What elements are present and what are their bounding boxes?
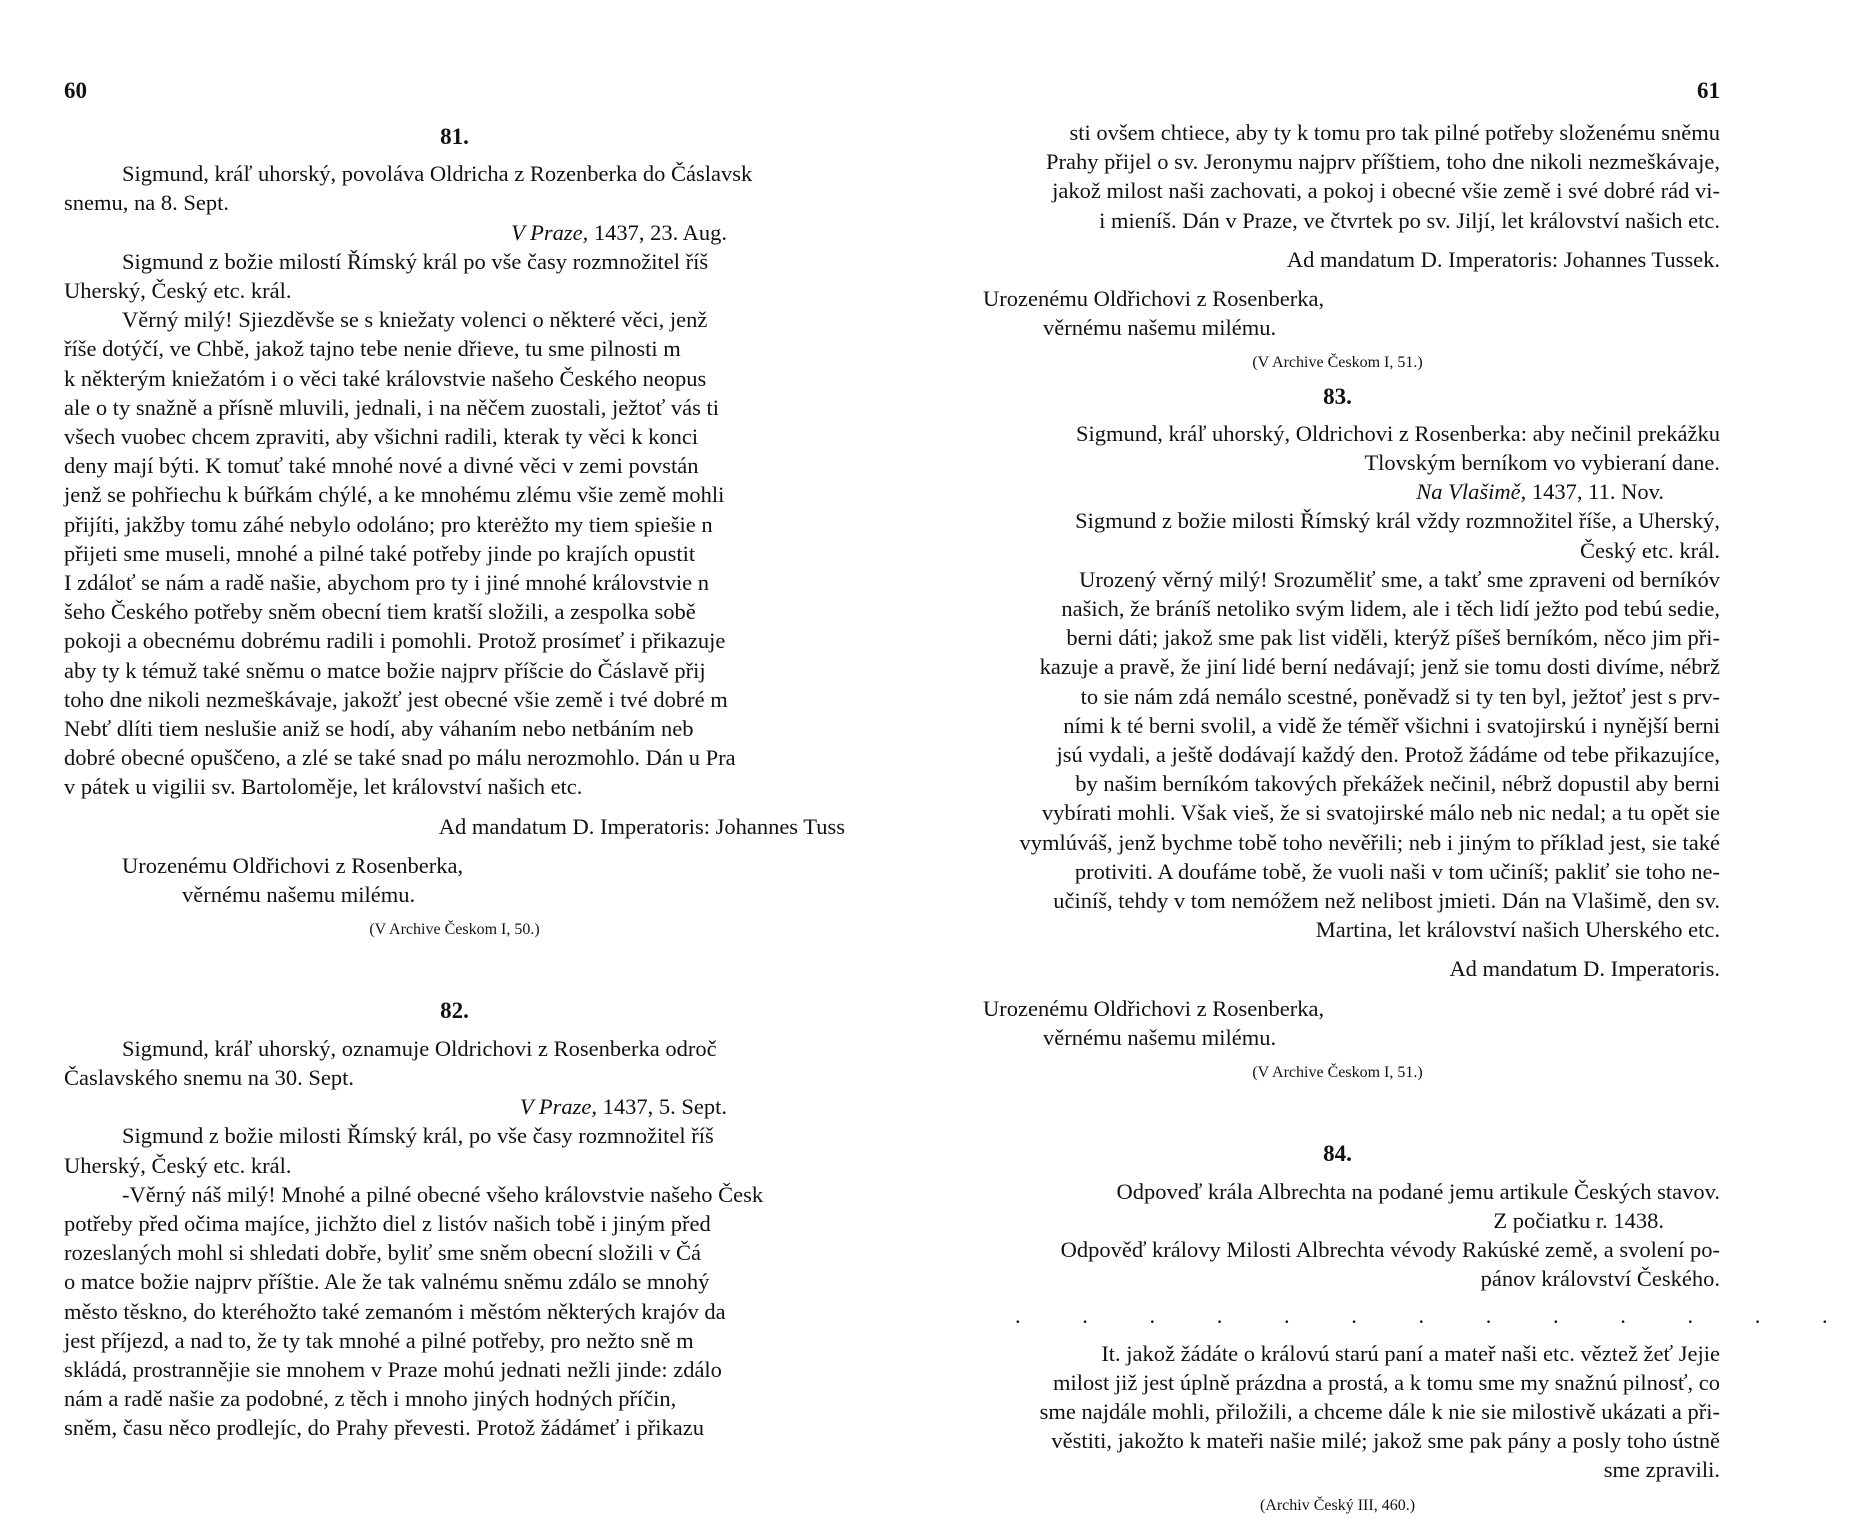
right-page [955,0,1856,1514]
document-84 [955,1139,1856,1519]
ellipsis-dots: . . . . . . . . . . . . . [1015,1303,1856,1329]
body-line: It. jakož žádáte o královú starú paní a mateř naši etc. věztež žeť Jejie [1101,1340,1720,1366]
body-line: nám a radě našie za podobné, z těch i mnoho jiných hodných příčin, [64,1386,677,1412]
mandate: Ad mandatum D. Imperatoris: Johannes Tussek. [1286,246,1720,272]
document-number: 83. [1323,383,1352,409]
body-line: Urozený věrný milý! Srozuměliť sme, a takť sme zpraveni od berníkóv [1079,566,1720,592]
body-line: toho dne nikoli nezmeškávaje, jakožť jest obecné všie země i tvé dobré m [64,686,728,712]
greeting-line: Sigmund z božie milosti Římský král vždy rozmnožitel říše, a Uherský, [1075,508,1720,534]
heading-line: Tlovským berníkom vo vybieraní dane. [1364,450,1720,476]
place: V Praze, [519,1094,597,1120]
body-line: jsú vydali, a ještě dodávají každý den. Protož žádáme od tebe přikazujíce, [1056,742,1720,768]
heading-line: Odpoveď krála Albrechta na podané jemu artikule Českých stavov. [1116,1178,1720,1204]
address-line: věrnému našemu milému. [182,882,416,908]
body-line: vybírati mohli. Však vieš, že si svatojirské málo neb nic nedal; a tu opět sie [1041,800,1720,826]
mandate: Ad mandatum D. Imperatoris: Johannes Tuss [438,813,845,839]
body-line: sme zpravili. [1603,1457,1720,1483]
document-number: 81. [440,124,469,149]
place: V Praze, [511,219,589,245]
right-page-content [955,118,1856,1520]
body-line: sme najdále mohli, přiložili, a chceme dále k nie sie milostivě ukázati a při- [1039,1398,1720,1424]
body-line: přijíti, jakžby tomu záhé nebylo odoláno; pro kterėžto my tiem spiešie n [64,511,713,537]
body-line: berni dáti; jakož sme pak list viděli, kterýž píšeš berníkóm, něco jim při- [1066,625,1720,651]
body-line: Věrný milý! Sjiezděvše se s kniežaty volenci o některé věci, jenž [122,307,708,333]
body-line: deny mají býti. K tomuť také mnohé nové a divné věci v zemi povstán [64,453,699,479]
body-line: šeho Českého potřeby sněm obecní tiem kratší složili, a zespolka sobě [64,599,696,625]
body-line: kazuje a pravě, že jiní lidé berní nedávají; jenž sie tomu dosti divíme, nébrž [1039,654,1720,680]
date: 1437, 11. Nov. [1531,479,1664,505]
source-citation: (V Archive Českom I, 51.) [1252,354,1423,372]
body-line: k některým kniežatóm i o věci také královstvie našeho Českého neopus [64,365,707,391]
heading-line: snemu, na 8. Sept. [64,190,229,216]
page-number: 61 [1697,78,1720,103]
body-line: vymlúváš, jenž bychme tobě toho nevěřili; neb i jiným to příklad jest, sie také [1019,829,1720,855]
body-line: všech vuobec chcem zpraviti, aby všichni radili, kterak ty věci k konci [64,424,699,450]
greeting-line: Sigmund z božie milostí Římský král po vše časy rozmnožitel říš [122,248,709,274]
body-line: pokoji a obecnému dobrému radili i pomohli. Protož prosímeť i přikazuje [64,628,726,654]
left-page [0,0,845,1500]
body-line: to sie nám zdá nemálo scestné, poněvadž si ty ten byl, ježtoť jest s prv- [1080,683,1720,709]
body-line: našich, že bráníš netoliko svým lidem, ale i těch lidí ježto pod tebú sedie, [1061,596,1720,622]
heading-line: Sigmund, kráľ uhorský, povoláva Oldricha z Rozenberka do Čáslavsk [122,161,753,187]
greeting-line: Český etc. král. [1580,537,1720,563]
body-line: dobré obecné opuščeno, a zlé se také snad po málu nerozmohlo. Dán u Pra [64,745,736,771]
document-number: 82. [440,998,469,1024]
body-line: město těskno, do kteréhožto také zemanóm i městóm některých krajóv da [64,1298,726,1324]
body-line: o matce božie najprv příštie. Ale že tak valnému sněmu zdálo se mnohý [64,1269,710,1295]
mandate: Ad mandatum D. Imperatoris. [1449,956,1720,982]
document-82-continuation [955,118,1720,378]
heading-line: Sigmund, kráľ uhorský, Oldrichovi z Rosenberka: aby nečinil prekážku [1076,420,1720,446]
page-number: 60 [64,78,87,103]
place-date [64,218,845,247]
body-line: učiníš, tehdy v tom nemóžem než nelibost jmieti. Dán na Vlašimě, den sv. [1053,888,1720,914]
body-line: i mieníš. Dán v Praze, ve čtvrtek po sv. Jiljí, let království našich etc. [1099,207,1720,233]
body-line: přijeti sme museli, mnohé a pilné také potřeby jinde po krajích opustit [64,540,696,566]
source-citation: (V Archive Českom I, 51.) [1252,1064,1423,1082]
body-line: rozeslaných mohl si shledati dobře, byliť sme sněm obecní složili v Čá [64,1240,701,1266]
body-line: říše dotýčí, ve Chbě, jakož tajno tebe nenie dřieve, tu sme pilnosti m [64,336,681,362]
place-date [955,477,1720,506]
body-line: v pátek u vigilii sv. Bartoloměje, let království našich etc. [64,774,583,800]
date: 1437, 23. Aug. [593,219,727,245]
left-page-content [64,118,845,1443]
body-line: jest příjezd, a nad to, že ty tak mnohé a pilné potřeby, pro nežto sně m [64,1327,694,1353]
address-line: Urozenému Oldřichovi z Rosenberka, [983,995,1325,1021]
body-line: skládá, prostrannějie sie mnohem v Praze mohú jednati nežli jinde: zdálo [64,1356,722,1382]
body-line: I zdáloť se nám a radě našie, abychom pro ty i jiné mnohé královstvie n [64,570,710,596]
body-line: -Věrný náš milý! Mnohé a pilné obecné všeho královstvie našeho Česk [122,1181,764,1207]
source-citation: (V Archive Českom I, 50.) [369,921,540,939]
greeting-line: Uherský, Český etc. král. [64,1152,292,1178]
body-line: sněm, času něco prodlejíc, do Prahy převesti. Protož žádámeť i přikazu [64,1415,705,1441]
address-line: Urozenému Oldřichovi z Rosenberka, [983,286,1325,312]
place: Na Vlašimě, [1416,479,1527,505]
body-line: by našim berníkóm takových překážek nečinil, nébrž dopustil aby berni [1075,771,1720,797]
document-81 [64,122,845,944]
greeting-line: Sigmund z božie milosti Římský král, po vše časy rozmnožitel říš [122,1123,714,1149]
intro-line: pánov království Českého. [1480,1266,1720,1292]
body-line: jenž se pohřiechu k búřkám chýlé, a ke mnohému zlému všie země mohli [64,482,725,508]
document-number: 84. [1323,1141,1352,1167]
address-line: Urozenému Oldřichovi z Rosenberka, [122,852,464,878]
body-line: Prahy přijel o sv. Jeronymu najprv příštiem, toho dne nikoli nezmeškávaje, [1045,149,1720,175]
body-line: ale o ty snažně a přísně mluvili, jednali, i na něčem zuostali, ježtoť vás ti [64,394,720,420]
body-line: aby ty k témuž také sněmu o matce božie najprv příšcie do Čáslavě přij [64,657,706,683]
body-line: milost již jest úplně prázdna a prostá, a k tomu sme my snažnú pilnosť, co [1053,1369,1720,1395]
address-line: věrnému našemu milému. [1043,315,1277,341]
body-line: Nebť dlíti tiem neslušie aniž se hodí, aby váhaním nebo netbáním neb [64,716,694,742]
body-line: jakož milost naši zachovati, a pokoj i obecné všie země i své dobré rád vi- [1052,178,1720,204]
address-line: věrnému našemu milému. [1043,1024,1277,1050]
date: Z počiatku r. 1438. [1493,1207,1664,1233]
source-citation: (Archiv Český III, 460.) [1259,1496,1416,1514]
body-line: sti ovšem chtiece, aby ty k tomu pro tak pilné potřeby složenému sněmu [1069,120,1720,145]
document-82 [64,996,845,1442]
heading-line: Časlavského snemu na 30. Sept. [64,1064,354,1090]
heading-line: Sigmund, kráľ uhorský, oznamuje Oldrichovi z Rosenberka odroč [122,1035,717,1061]
date: 1437, 5. Sept. [602,1094,727,1120]
body-line: potřeby před očima majíce, jichžto diel z listóv našich tobě i jiným před [64,1210,711,1236]
greeting-line: Uherský, Český etc. král. [64,278,292,304]
page-gutter [845,0,955,1500]
body-line: ními k té berni svolil, a vidě že téměř všichni i svatojirskú i nynější berni [1063,712,1720,738]
intro-line: Odpověď královy Milosti Albrechta vévody Rakúské země, a svolení po- [1060,1236,1720,1262]
place-date [64,1092,845,1121]
body-line: Martina, let království našich Uherského etc. [1315,917,1720,943]
body-line: protiviti. A doufáme tobě, že vuoli naši v tom učiníš; pakliť sie toho ne- [1074,858,1720,884]
document-83 [955,382,1720,1088]
body-line: věstiti, jakožto k mateři našie milé; jakož sme pak pány a posly toho ústně [1051,1428,1720,1454]
